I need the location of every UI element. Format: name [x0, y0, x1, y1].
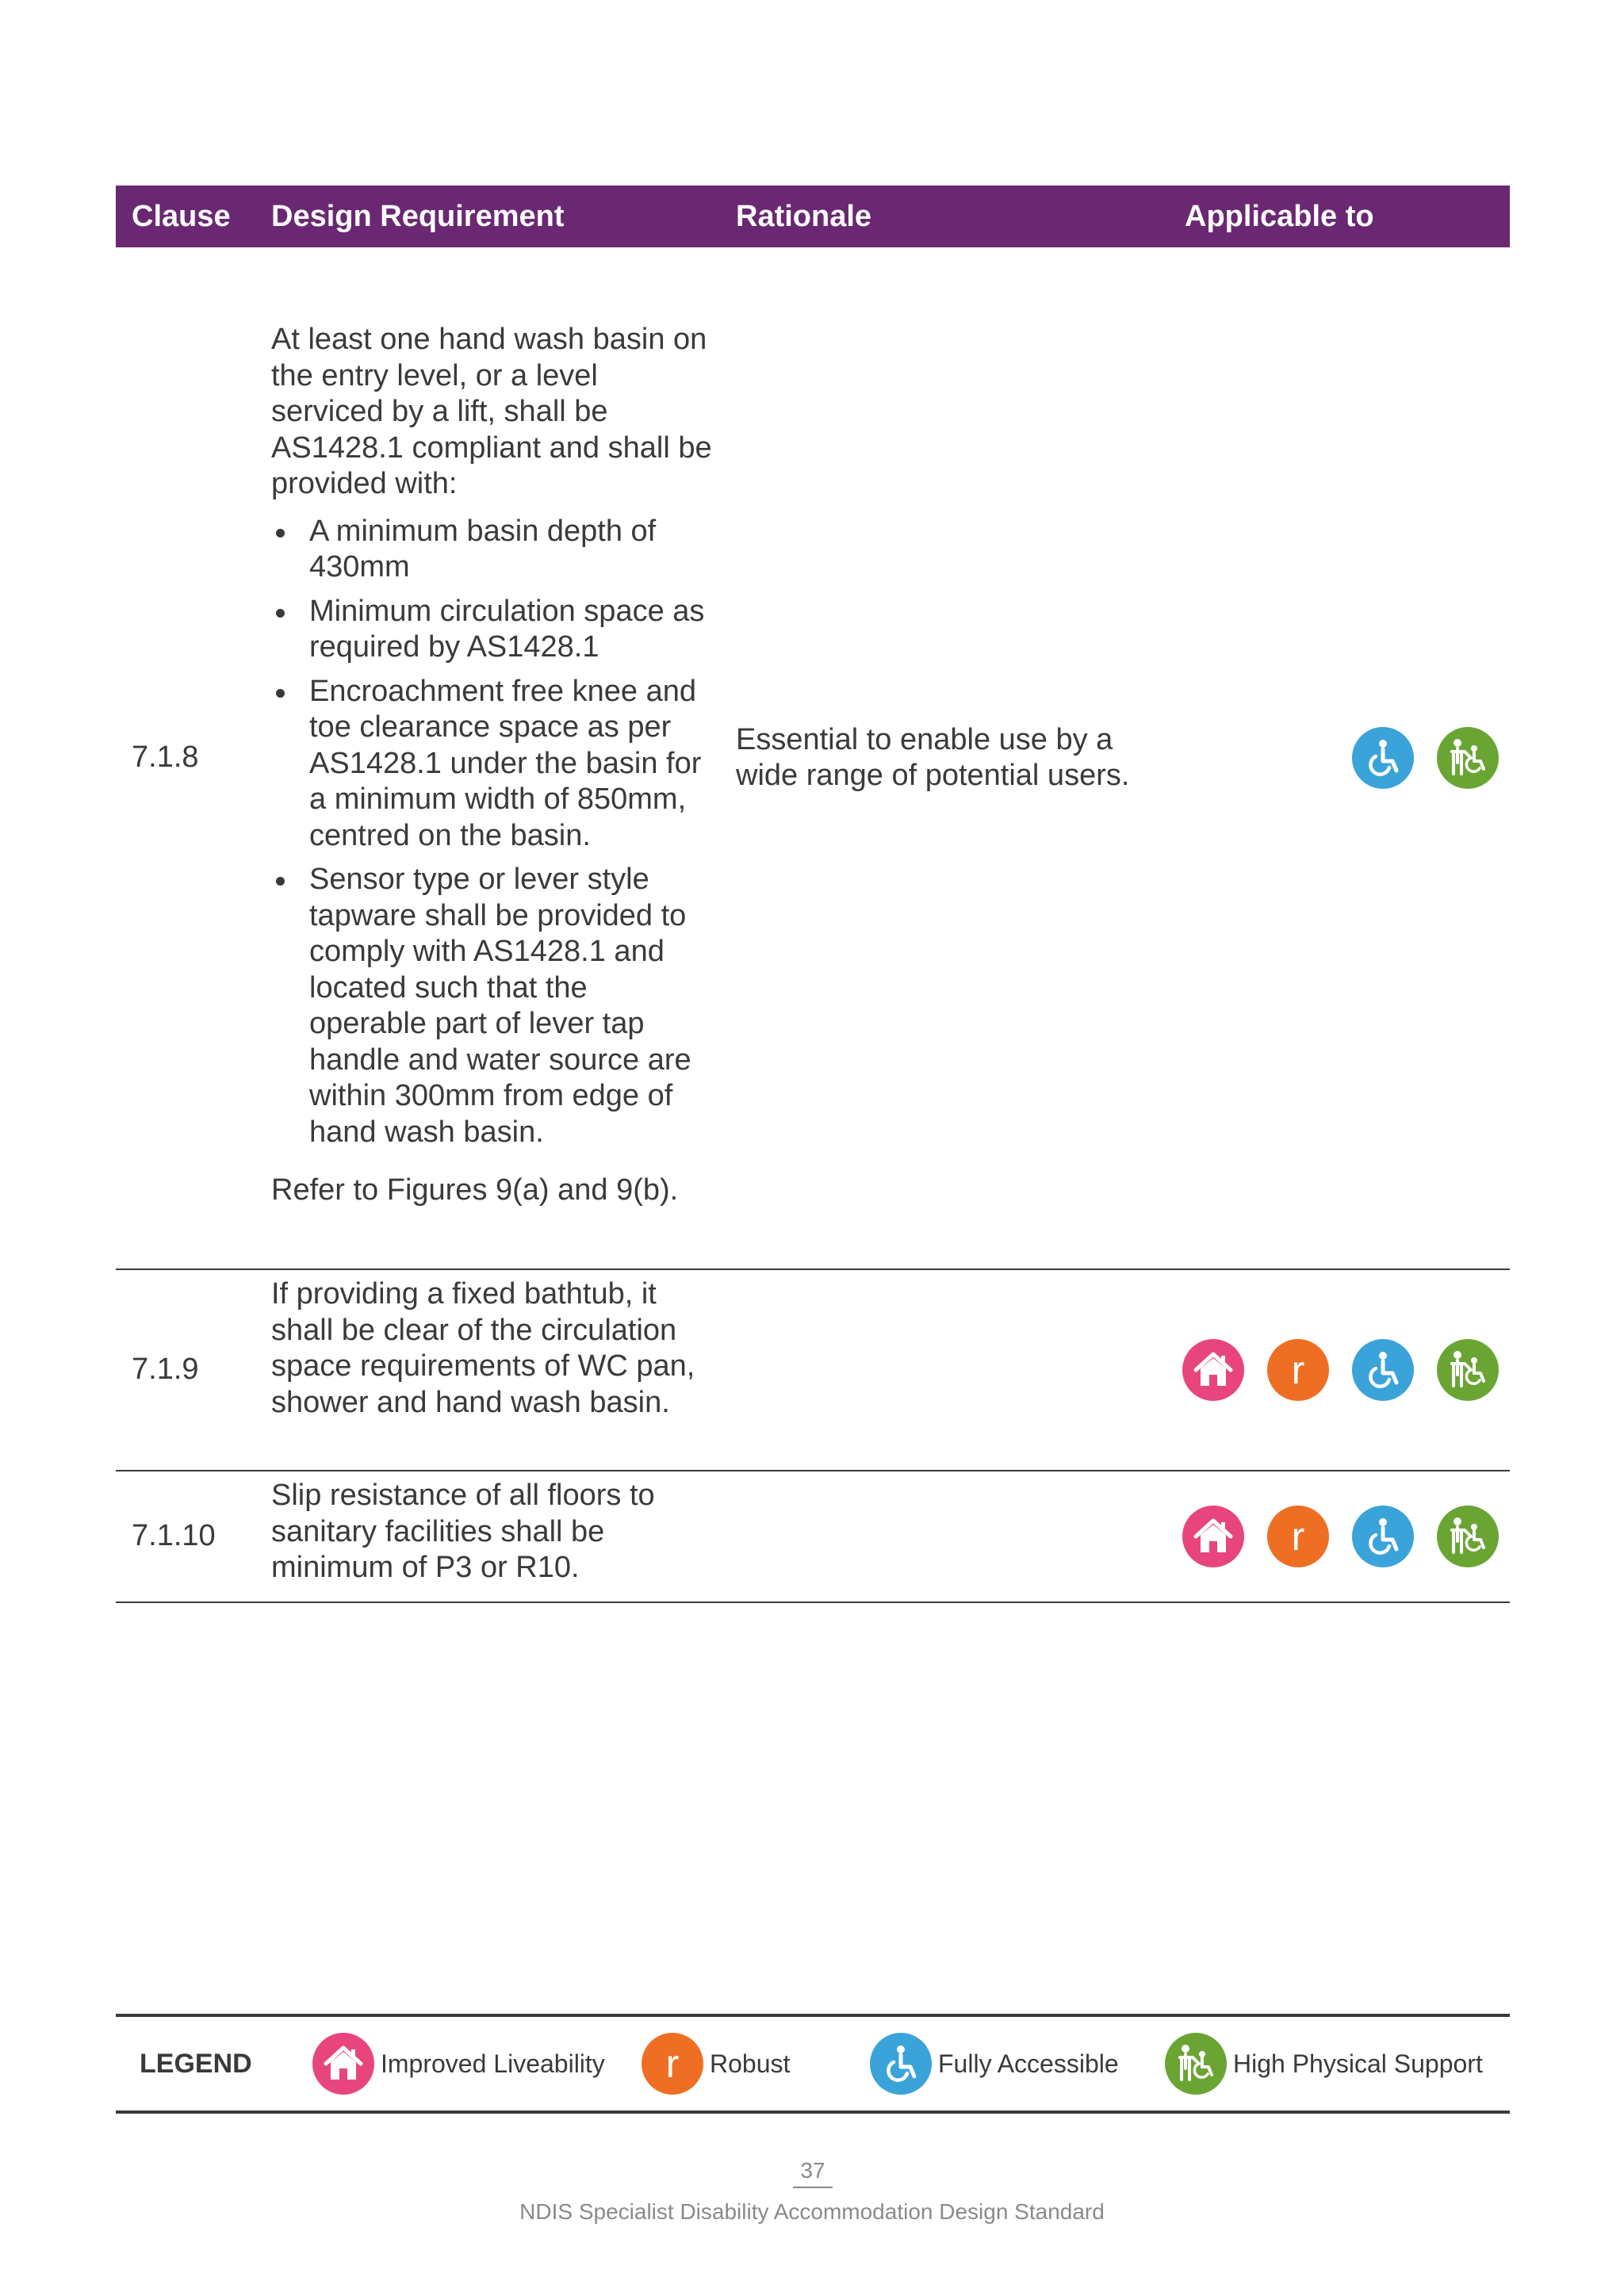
- legend-label: Fully Accessible: [938, 2049, 1119, 2078]
- design-requirement: [271, 247, 736, 1269]
- rationale: [736, 1471, 1185, 1601]
- high-physical-support-icon: [1437, 1339, 1499, 1401]
- legend: [116, 2014, 1510, 2114]
- table-row: [116, 247, 1510, 1270]
- fully-accessible-icon: [1352, 1339, 1414, 1401]
- legend-item-robust: [642, 2033, 870, 2095]
- table-row: [116, 1471, 1510, 1603]
- header-design-requirement: Design Requirement: [271, 199, 565, 233]
- requirement-intro: If providing a fixed bathtub, it shall be clear of the circulation space requirements of WC pan, shower and hand wash basin.: [271, 1277, 695, 1419]
- legend-label: Improved Liveability: [381, 2049, 605, 2078]
- header-rationale: Rationale: [736, 199, 872, 233]
- rationale: [736, 1270, 1185, 1470]
- requirement-intro: Slip resistance of all floors to sanitary facilities shall be minimum of P3 or R10.: [271, 1479, 655, 1584]
- design-requirement: [271, 1471, 736, 1601]
- fully-accessible-icon: [1352, 1506, 1414, 1567]
- legend-label: High Physical Support: [1233, 2049, 1483, 2078]
- legend-label: Robust: [710, 2049, 791, 2078]
- high-physical-support-icon: [1437, 727, 1499, 789]
- robust-icon: [642, 2033, 703, 2095]
- list-item: Sensor type or lever style tapware shall be provided to comply with AS1428.1 and located such that the operable part of lever tap handle and water source are within 300mm from edge of hand wash basin.: [271, 862, 712, 1150]
- requirements-table: [116, 186, 1510, 1603]
- legend-title: LEGEND: [140, 2048, 252, 2079]
- high-physical-support-icon: [1437, 1506, 1499, 1567]
- rationale: Essential to enable use by a wide range of potential users.: [736, 722, 1130, 792]
- applicable-to: [1185, 1471, 1510, 1601]
- list-item: A minimum basin depth of 430mm: [271, 514, 712, 586]
- improved-liveability-icon: [1182, 1339, 1244, 1401]
- table-header: [116, 186, 1510, 247]
- page-number: 37: [800, 2158, 825, 2183]
- list-item: Encroachment free knee and toe clearance space as per AS1428.1 under the basin for a minimum width of 850mm, centred on the basin.: [271, 674, 712, 855]
- legend-item-improved-liveability: [312, 2033, 642, 2095]
- clause-number: 7.1.9: [132, 1353, 199, 1387]
- robust-icon: [1267, 1506, 1329, 1567]
- improved-liveability-icon: [1182, 1506, 1244, 1567]
- applicable-to: [1185, 1270, 1510, 1470]
- fully-accessible-icon: [1352, 727, 1414, 789]
- table-row: [116, 1270, 1510, 1471]
- page-number-underline: [793, 2187, 833, 2188]
- list-item: Minimum circulation space as required by AS1428.1: [271, 594, 712, 666]
- improved-liveability-icon: [312, 2033, 374, 2095]
- design-requirement: [271, 1270, 736, 1470]
- legend-item-high-physical-support: [1165, 2033, 1483, 2095]
- applicable-to: [1185, 247, 1510, 1269]
- requirement-intro: At least one hand wash basin on the entry level, or a level serviced by a lift, shall be AS1428.1 compliant and shall be provided with:: [271, 323, 712, 500]
- figure-reference: Refer to Figures 9(a) and 9(b).: [271, 1173, 679, 1207]
- clause-number: 7.1.8: [132, 740, 199, 775]
- legend-item-fully-accessible: [870, 2033, 1165, 2095]
- clause-number: 7.1.10: [132, 1519, 216, 1553]
- requirement-bullets: [271, 514, 712, 1151]
- header-clause: Clause: [132, 199, 231, 233]
- fully-accessible-icon: [870, 2033, 932, 2095]
- high-physical-support-icon: [1165, 2033, 1227, 2095]
- header-applicable-to: Applicable to: [1185, 199, 1374, 233]
- document-footer-title: NDIS Specialist Disability Accommodation Design Standard: [519, 2199, 1105, 2224]
- robust-icon: [1267, 1339, 1329, 1401]
